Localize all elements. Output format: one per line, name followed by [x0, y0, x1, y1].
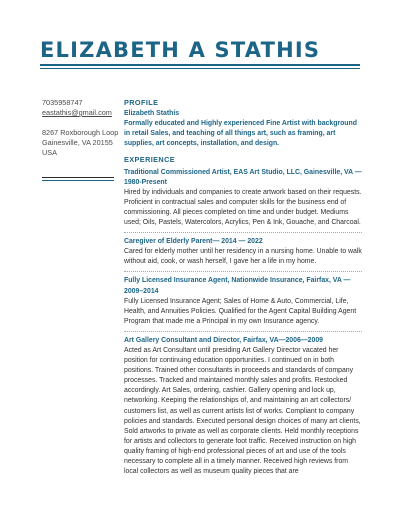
resume-name: ELIZABETH A STATHIS [40, 38, 321, 62]
contact-country: USA [42, 148, 58, 157]
job-title: Caregiver of Elderly Parent— 2014 — 2022 [124, 238, 263, 246]
contact-gap [42, 118, 112, 128]
job-description: Hired by individuals and companies to create artwork based on their requests. Proficient in contractual sales and computer skills for the business end of commissioning. All pieces completed on time and under budget. Mediums used; Oils, Pastels, Watercolors, Acrylics, Pen & Ink, Gouache, and Charcoal. [124, 188, 362, 227]
job-title: Fully Licensed Insurance Agent, Nationwide Insurance, Fairfax, VA — 2009–2014 [124, 277, 351, 295]
experience-heading: EXPERIENCE [124, 155, 176, 165]
contact-rule [42, 177, 114, 178]
job-title: Traditional Commissioned Artist, EAS Art Studio, LLC, Gainesville, VA — 1980-Present [124, 168, 362, 186]
contact-address-line2: Gainesville, VA 20155 [42, 138, 113, 147]
profile-heading: PROFILE [124, 98, 159, 107]
job-description: Acted as Art Consultant until presiding Art Gallery Director vacated her position for continuing education opportunities. I continued on in both positions. Trained other consultants in proceeds and standards of company processes. Tracked and maintained monthly sales and profits. Restocked accordingly. Art Sales, ordering, cashier. Gallery opening and lock up, networking. Keeping the relationships of, and maintaining an art collectors/ customers list, as well as current artists list of works. Compliant to company policies and standards. Executed personal design choices of many art clients, Sold artworks to private as well as corporate clients. Held monthly receptions for artists and collectors to generate foot traffic. Received instruction on high quality framing of high-end professional pieces of art and use of the tools necessary to complete all in a timely manner. Received high reviews from local collectors as well as museum quality pieces that are [124, 346, 361, 476]
header-rule-thin [40, 68, 360, 69]
profile-name: Elizabeth Stathis [124, 110, 180, 118]
job-entry [124, 237, 362, 267]
main-column [124, 98, 362, 481]
contact-phone: 7035958747 [42, 98, 83, 107]
job-divider [124, 331, 362, 332]
job-description: Fully Licensed Insurance Agent; Sales of Home & Auto, Commercial, Life, Health, and Annuities Policies. Qualified for the Agent Capital Building Agent Program that made me a Principal in my own Insurance agency. [124, 297, 357, 325]
profile-summary: Formally educated and Highly experienced Fine Artist with background in retail Sales, and teaching of all things art, such as framing, art supplies, art concepts, installation, and design. [124, 120, 357, 148]
job-entry [124, 336, 362, 477]
header-rule [40, 64, 360, 66]
job-description: Cared for elderly mother until her residency in a nursing home. Unable to walk without aid, cook, or wash herself, I gave her a life in my home. [124, 248, 362, 266]
contact-column [42, 98, 119, 158]
contact-rule-accent [42, 180, 114, 181]
job-divider [124, 271, 362, 272]
job-title: Art Gallery Consultant and Director, Fairfax, VA—2006—2009 [124, 336, 324, 344]
job-divider [124, 232, 362, 233]
contact-email[interactable]: eastathis@gmail.com [42, 108, 112, 117]
job-entry [124, 276, 362, 326]
contact-address-line1: 8267 Roxborough Loop [42, 128, 119, 137]
job-entry [124, 168, 362, 229]
